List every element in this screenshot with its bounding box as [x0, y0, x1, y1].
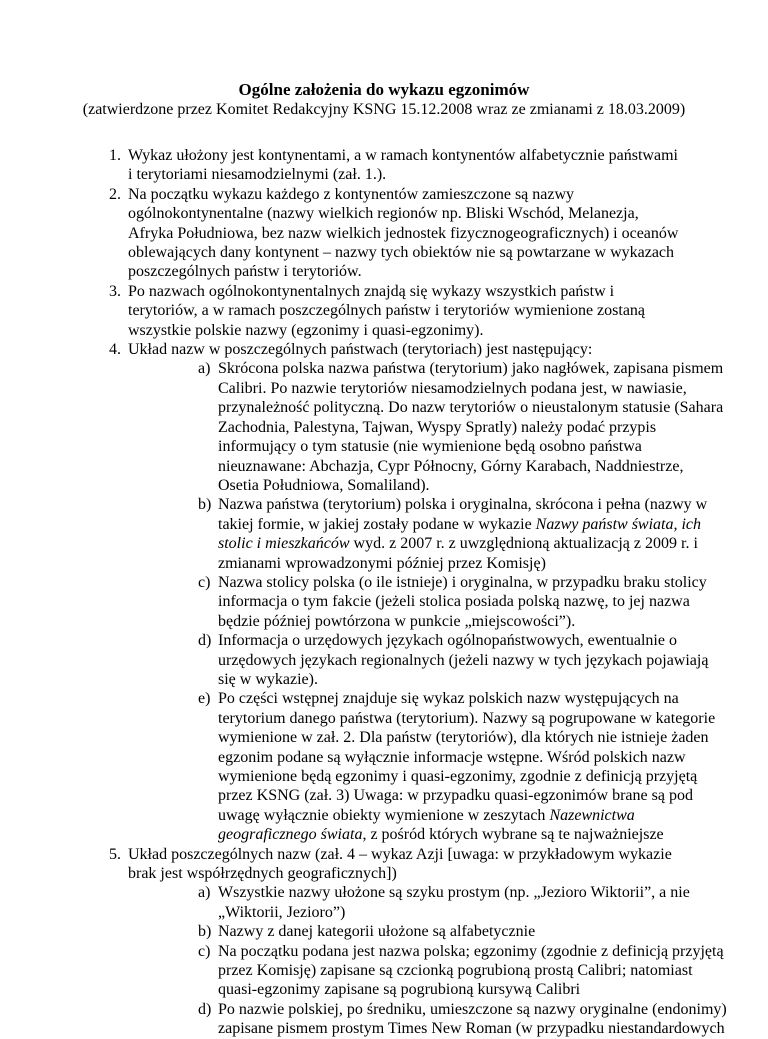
sub-item-5c — [0, 942, 724, 1000]
text-line: Po nazwach ogólnokontynentalnych znajdą się wykazy wszystkich państw i — [128, 282, 615, 300]
sub-item-4e — [0, 689, 716, 844]
text-line: będzie później powtórzona w punkcie „miejscowości”). — [218, 612, 576, 630]
text-line: Układ poszczególnych nazw (zał. 4 – wykaz Azji [uwaga: w przykładowym wykazie — [128, 845, 672, 863]
text-line: się w wykazie). — [218, 670, 318, 688]
text-segment: , z pośród których wybrane są te najważniejsze — [362, 826, 664, 844]
text-segment: uwagę wyłącznie obiekty wymienione w zeszytach — [218, 806, 550, 824]
text-line: przez KSNG (zał. 3) Uwaga: w przypadku quasi-egzonimów brane są pod — [218, 787, 693, 805]
list-item-1 — [0, 146, 678, 185]
text-line: nieuznawane: Abchazja, Cypr Północny, Górny Karabach, Naddniestrze, — [218, 457, 684, 475]
text-line: Informacja o urzędowych językach ogólnopaństwowych, ewentualnie o — [218, 632, 677, 650]
text-line — [218, 825, 673, 844]
text-line: Afryka Południowa, bez nazw wielkich jednostek fizycznogeograficznych) i oceanów — [128, 224, 679, 242]
text-line: przynależność polityczną. Do nazw terytoriów o nieustalonym statusie (Sahara — [218, 399, 724, 417]
sub-marker: a) — [198, 360, 211, 378]
page-title: Ogólne założenia do wykazu egzonimów — [238, 80, 530, 99]
text-line: Układ nazw w poszczególnych państwach (terytoriach) jest następujący: — [128, 341, 593, 359]
text-line: terytorium danego państwa (terytorium). Nazwy są pogrupowane w kategorie — [218, 709, 716, 727]
text-line: i terytoriami niesamodzielnymi (zał. 1.). — [128, 166, 387, 184]
sub-marker: d) — [198, 632, 212, 650]
text-line — [218, 515, 702, 534]
text-line: Na początku wykazu każdego z kontynentów zamieszczone są nazwy — [128, 185, 575, 203]
list-item-2 — [0, 185, 679, 282]
text-line: oblewających dany kontynent – nazwy tych obiektów nie są powtarzane w wykazach — [128, 244, 675, 262]
text-line: Calibri. Po nazwie terytoriów niesamodzielnych podana jest, w nawiasie, — [218, 379, 687, 397]
text-line — [218, 806, 673, 825]
sub-marker: b) — [198, 496, 212, 514]
italic-title: Nazwy państw świata, ich — [535, 515, 702, 533]
text-line: Wszystkie nazwy ułożone są szyku prostym (np. „Jezioro Wiktorii”, a nie — [218, 884, 690, 902]
list-marker: 4. — [109, 341, 121, 359]
list-item-3 — [0, 282, 668, 340]
italic-title: stolic i mieszkańców — [218, 535, 350, 553]
sub-marker: c) — [198, 573, 211, 591]
text-line: Osetia Południowa, Somaliland). — [218, 476, 430, 494]
sub-item-4b — [0, 495, 708, 573]
text-line: wymienione w zał. 2. Dla państw (terytoriów), dla których nie istnieje żaden — [218, 729, 709, 747]
text-line: Na początku podana jest nazwa polska; egzonimy (zgodnie z definicją przyjętą — [218, 942, 724, 960]
text-line: Po części wstępnej znajduje się wykaz polskich nazw występujących na — [218, 690, 679, 708]
sub-item-5b — [0, 922, 673, 941]
text-line: Skrócona polska nazwa państwa (terytorium) jako nagłówek, zapisana pismem — [218, 360, 724, 378]
text-line: terytoriów, a w ramach poszczególnych państw i terytoriów wymienione zostaną — [128, 302, 646, 320]
document-body — [0, 146, 768, 1039]
text-line: Nazwa stolicy polska (o ile istnieje) i oryginalna, w przypadku braku stolicy — [218, 573, 707, 591]
sub-marker: d) — [198, 1000, 212, 1018]
text-line: zmianami wprowadzonymi później przez Komisję) — [218, 554, 546, 572]
text-line: egzonim podane są wyłącznie informacje wstępne. Wśród polskich nazw — [218, 748, 686, 766]
sub-marker: a) — [198, 884, 211, 902]
sub-item-4c — [0, 573, 707, 631]
text-segment: wyd. z 2007 r. z uwzględnioną aktualizacją z 2009 r. i — [349, 535, 698, 553]
sub-marker: b) — [198, 923, 212, 941]
list-marker: 3. — [109, 282, 121, 300]
text-line: wymienione będą egzonimy i quasi-egzonimy, zgodnie z definicją przyjętą — [218, 768, 698, 785]
text-line: wszystkie polskie nazwy (egzonimy i quasi-egzonimy). — [128, 321, 484, 339]
text-line: „Wiktorii, Jezioro”) — [218, 903, 346, 921]
text-line: poszczególnych państw i terytoriów. — [128, 263, 362, 281]
sub-item-5a — [0, 883, 690, 922]
text-line: Po nazwie polskiej, po średniku, umieszczone są nazwy oryginalne (endonimy) — [218, 1000, 727, 1018]
text-segment: takiej formie, w jakiej zostały podane w wykazie — [218, 515, 536, 533]
sub-marker: e) — [198, 690, 211, 708]
text-line: urzędowych językach regionalnych (jeżeli nazwy w tych językach pojawiają — [218, 651, 709, 669]
text-line: Nazwa państwa (terytorium) polska i oryginalna, skrócona i pełna (nazwy w — [218, 496, 708, 514]
sub-item-5d — [0, 1000, 727, 1039]
text-line: przez Komisję) zapisane są czcionką pogrubioną prostą Calibri; natomiast — [218, 962, 693, 980]
text-line: Wykaz ułożony jest kontynentami, a w ramach kontynentów alfabetycznie państwami — [128, 147, 678, 164]
sub-marker: c) — [198, 942, 211, 960]
sub-item-4d — [0, 631, 709, 689]
text-line: informujący o tym statusie (nie wymienione będą osobno państwa — [218, 438, 642, 456]
page-subtitle: (zatwierdzone przez Komitet Redakcyjny KSNG 15.12.2008 wraz ze zmianami z 18.03.2009) — [82, 101, 686, 118]
list-item-4 — [0, 340, 668, 359]
text-line: brak jest współrzędnych geograficznych]) — [128, 865, 397, 883]
text-line: quasi-egzonimy zapisane są pogrubioną kursywą Calibri — [218, 981, 581, 999]
sub-item-4a — [0, 359, 724, 495]
text-line: zapisane pismem prostym Times New Roman (w przypadku niestandardowych — [218, 1020, 725, 1038]
text-line: ogólnokontynentalne (nazwy wielkich regionów np. Bliski Wschód, Melanezja, — [128, 205, 639, 223]
list-marker: 1. — [109, 147, 121, 164]
text-line — [218, 534, 698, 553]
text-line: Nazwy z danej kategorii ułożone są alfabetycznie — [218, 923, 536, 941]
text-line: Zachodnia, Palestyna, Tajwan, Wyspy Spratly) należy podać przypis — [218, 418, 657, 436]
list-marker: 2. — [109, 185, 121, 203]
italic-title: Nazewnictwa — [549, 806, 635, 824]
list-marker: 5. — [109, 845, 121, 863]
text-line: informacja o tym fakcie (jeżeli stolica posiada polską nazwę, to jej nazwa — [218, 593, 690, 611]
list-item-5 — [0, 845, 672, 884]
italic-title: geograficznego świata — [218, 826, 363, 844]
